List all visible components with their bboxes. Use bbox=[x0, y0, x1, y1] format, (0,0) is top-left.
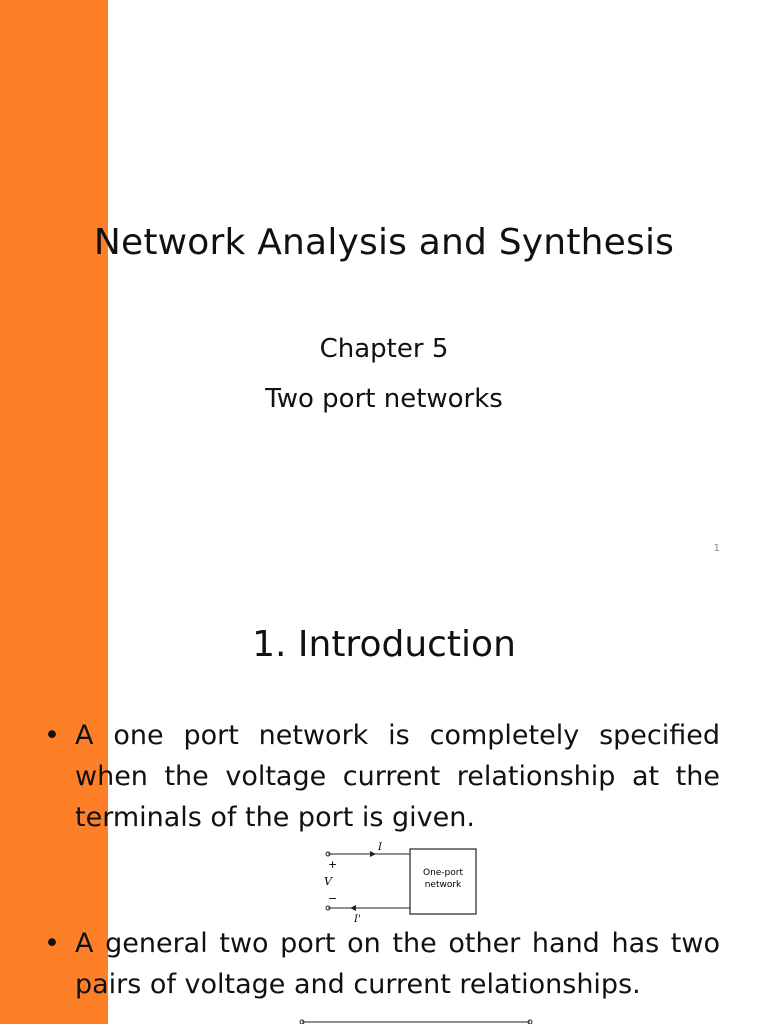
chapter-label: Chapter 5 bbox=[319, 334, 449, 364]
plus-sign: + bbox=[328, 858, 338, 871]
bullet-dot-icon: • bbox=[44, 928, 60, 959]
bullet-dot-icon: • bbox=[44, 720, 60, 751]
box-label-line1: One-port bbox=[422, 868, 464, 878]
voltage-label: V bbox=[324, 875, 332, 888]
slide-title: Network Analysis and Synthesis bbox=[93, 222, 675, 263]
bullet-item bbox=[44, 715, 720, 838]
bullet-text: A general two port on the other hand has two pairs of voltage and current relationships. bbox=[75, 928, 720, 1000]
chapter-subtitle: Two port networks bbox=[265, 384, 503, 414]
page-number: 1 bbox=[713, 543, 720, 554]
minus-sign: − bbox=[328, 892, 338, 905]
bullet-text: A one port network is completely specified when the voltage current relationship at the terminals of the port is given. bbox=[75, 720, 720, 833]
current-label-bottom: I' bbox=[354, 914, 361, 925]
two-port-diagram-partial bbox=[290, 1006, 540, 1024]
introduction-slide bbox=[0, 576, 768, 1024]
current-label-top: I bbox=[378, 842, 382, 853]
bullet-item bbox=[44, 923, 720, 1005]
slide-heading: 1. Introduction bbox=[252, 624, 516, 665]
one-port-network-diagram bbox=[318, 841, 483, 926]
box-label-line2: network bbox=[424, 880, 462, 890]
